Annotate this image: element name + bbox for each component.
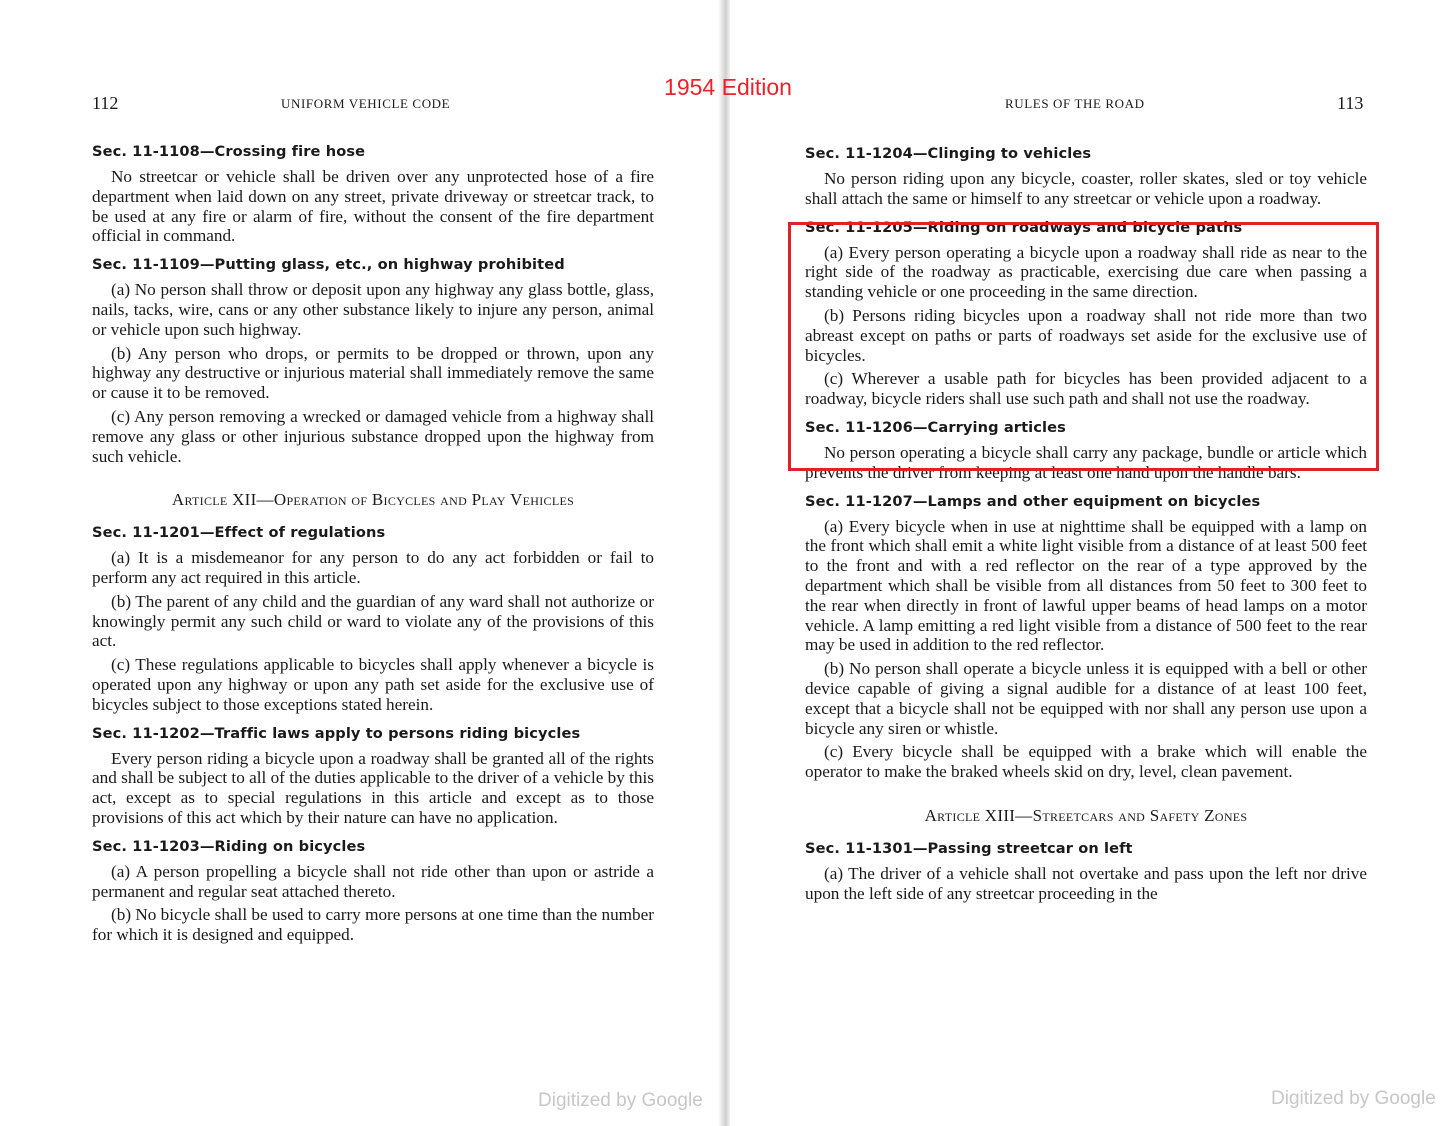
section-heading: Sec. 11-1301—Passing streetcar on left [805,839,1133,857]
section-heading: Sec. 11-1108—Crossing fire hose [92,143,366,160]
paragraph: (b) Any person who drops, or permits to be dropped or thrown, upon any highway any destructive or injurious material shall immediately remove the same or cause it to be removed. [92,343,654,403]
paragraph: No person riding upon any bicycle, coaster, roller skates, sled or toy vehicle shall attach the same or himself to any streetcar or vehicle upon a roadway. [805,169,1367,208]
highlight-box [788,222,1379,471]
left-page-number: 112 [92,93,119,113]
paragraph: (a) It is a misdemeanor for any person to do any act forbidden or fail to perform any act required in this article. [92,548,654,587]
section-heading: Sec. 11-1109—Putting glass, etc., on highway prohibited [92,256,565,274]
article-heading: Article XIII—Streetcars and Safety Zones [924,805,1248,825]
section-heading: Sec. 11-1201—Effect of regulations [92,524,386,542]
paragraph: (a) Every person operating a bicycle upon a roadway shall ride as near to the right side of the roadway as practicable, exercising due care when passing a standing vehicle or one proceeding in the same direction. [805,242,1367,302]
right-page-number: 113 [1337,93,1364,113]
right-running-title: RULES OF THE ROAD [1005,96,1145,111]
paragraph: (c) Every bicycle shall be equipped with a brake which will enable the operator to make the braked wheels skid on dry, level, clean pavement. [805,742,1367,782]
article-heading: Article XII—Operation of Bicycles and Play Vehicles [171,490,575,510]
section-heading: Sec. 11-1204—Clinging to vehicles [805,145,1092,162]
paragraph: (b) Persons riding bicycles upon a roadway shall not ride more than two abreast except on paths or parts of roadways set aside for the exclusive use of bicycles. [805,305,1367,365]
paragraph: (a) The driver of a vehicle shall not overtake and pass upon the left nor drive upon the left side of any streetcar proceeding in the [805,863,1367,903]
section-heading: Sec. 11-1202—Traffic laws apply to persons riding bicycles [92,724,581,742]
left-page-footer: Digitized by Google [538,1090,703,1111]
paragraph: No person operating a bicycle shall carry any package, bundle or article which prevents the driver from keeping at least one hand upon the handle bars. [805,442,1367,482]
section-heading: Sec. 11-1206—Carrying articles [805,418,1066,436]
right-page-footer: Digitized by Google [1271,1088,1436,1109]
paragraph: (a) A person propelling a bicycle shall not ride other than upon or astride a permanent and regular seat attached thereto. [92,861,654,901]
paragraph: (a) Every bicycle when in use at nighttime shall be equipped with a lamp on the front which shall emit a white light visible from a distance of at least 500 feet to the front and with a red reflector on the rear of a type approved by the department which shall be visible from all distances from 50 feet to 300 feet to the rear when directly in front of lawful upper beams of head lamps on a motor vehicle. A lamp emitting a red light visible from a distance of 500 feet to the rear may be used in addition to the red reflector. [805,516,1367,655]
paragraph: (b) The parent of any child and the guardian of any ward shall not authorize or knowingly permit any such child or ward to violate any of the provisions of this act. [92,591,654,651]
paragraph: (b) No bicycle shall be used to carry more persons at one time than the number for which it is designed and equipped. [92,905,654,945]
edition-label: 1954 Edition [664,74,792,100]
section-heading: Sec. 11-1207—Lamps and other equipment on bicycles [805,492,1261,510]
section-heading: Sec. 11-1203—Riding on bicycles [92,837,366,855]
section-heading: Sec. 11-1205—Riding on roadways and bicycle paths [805,218,1243,236]
paragraph: No streetcar or vehicle shall be driven over any unprotected hose of a fire department when laid down on any street, private driveway or streetcar track, to be used at any fire or alarm of fire, without the consent of the fire department official in command. [92,167,654,246]
paragraph: (c) Wherever a usable path for bicycles has been provided adjacent to a roadway, bicycle riders shall use such path and shall not use the roadway. [805,369,1367,409]
left-page [0,0,722,1126]
paragraph: (b) No person shall operate a bicycle unless it is equipped with a bell or other device capable of giving a signal audible for a distance of at least 100 feet, except that a bicycle shall not be equipped with nor shall any person use upon a bicycle any siren or whistle. [805,659,1367,738]
paragraph: (a) No person shall throw or deposit upon any highway any glass bottle, glass, nails, tacks, wire, cans or any other substance likely to injure any person, animal or vehicle upon such highway. [92,280,654,339]
left-running-title: UNIFORM VEHICLE CODE [281,96,451,111]
paragraph: (c) Any person removing a wrecked or damaged vehicle from a highway shall remove any glass or other injurious substance dropped upon the highway from such vehicle. [92,406,654,466]
paragraph: (c) These regulations applicable to bicycles shall apply whenever a bicycle is operated upon any highway or upon any path set aside for the exclusive use of bicycles subject to those exceptions stated herein. [92,655,654,714]
left-page-text [92,133,654,949]
paragraph: Every person riding a bicycle upon a roadway shall be granted all of the rights and shall be subject to all of the duties applicable to the driver of a vehicle by this act, except as to special regulations in this article and except as to those provisions of this act which by their nature can have no application. [92,748,654,827]
